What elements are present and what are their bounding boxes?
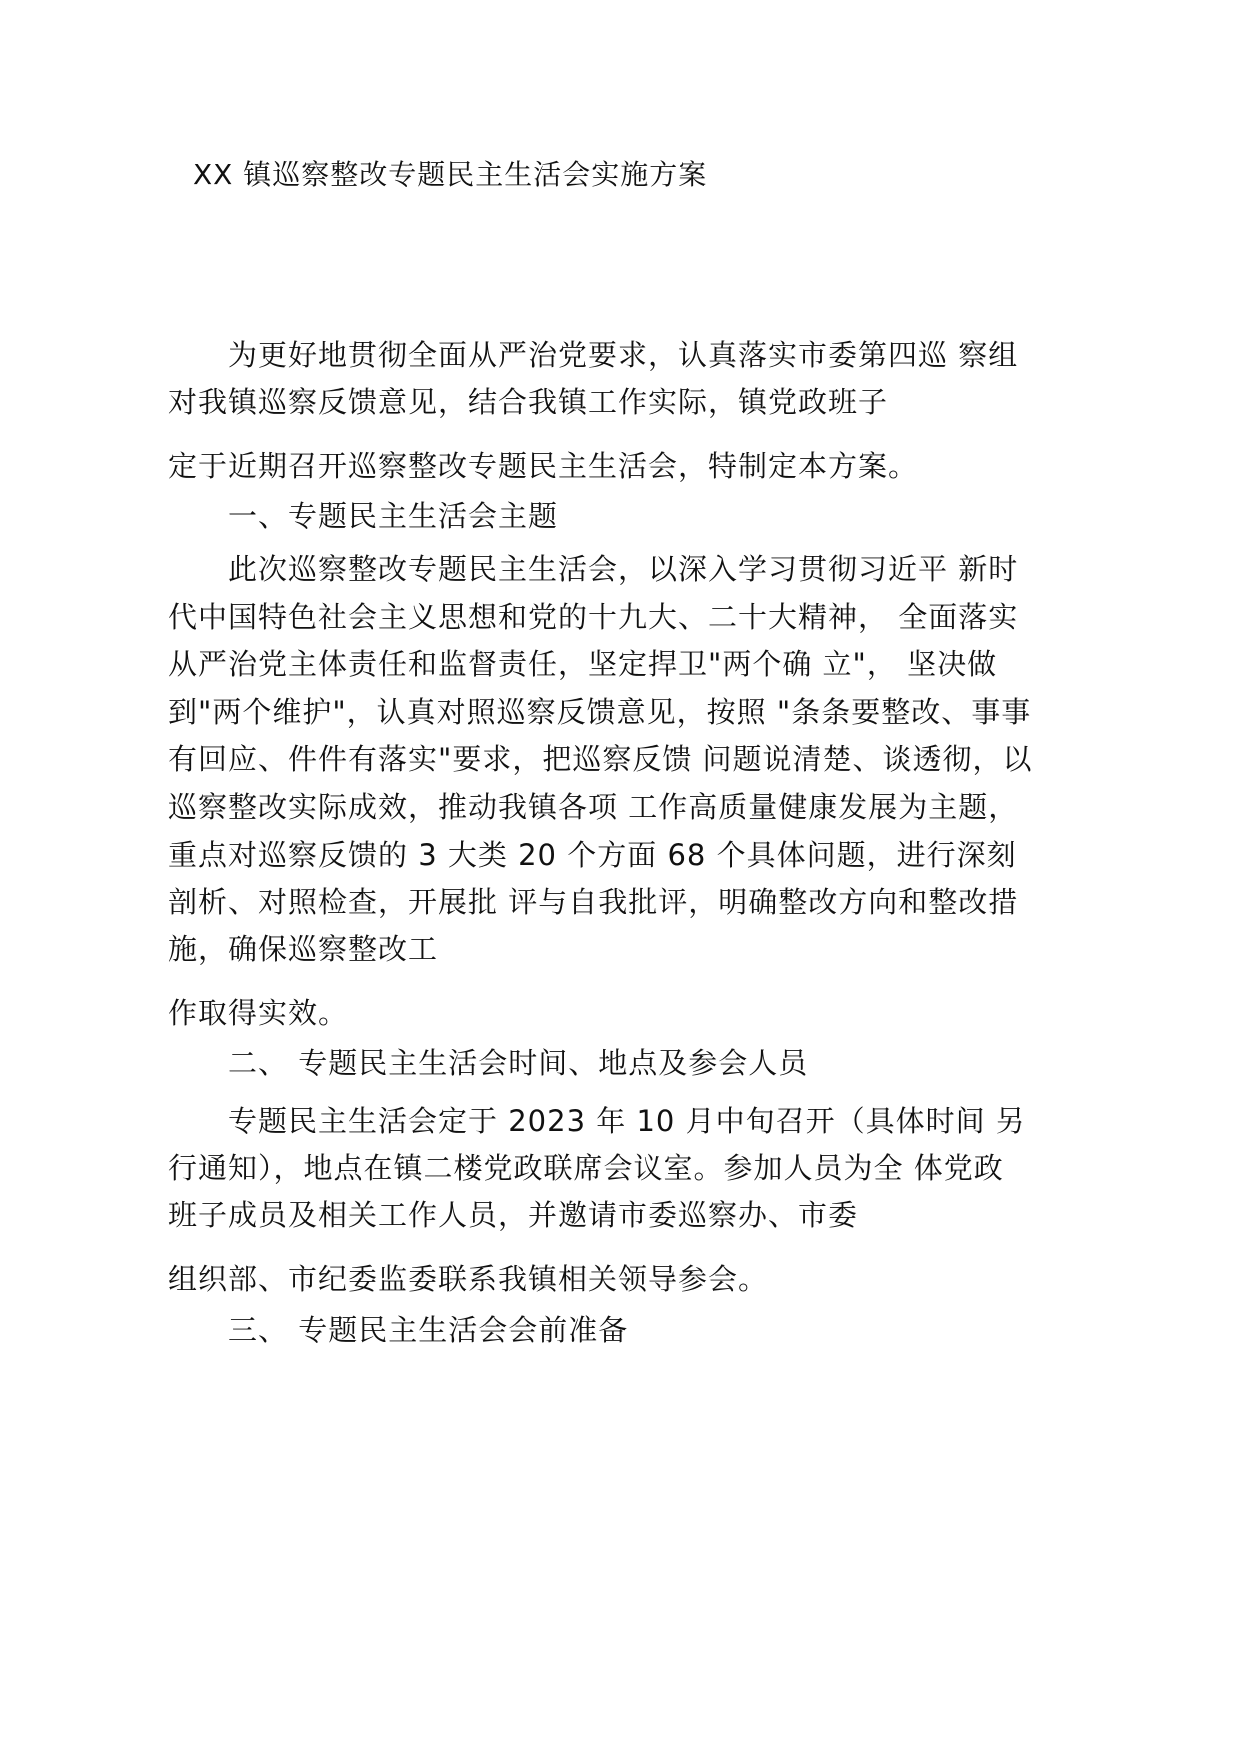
paragraph-line: 定于近期召开巡察整改专题民主生活会，特制定本方案。 <box>168 449 919 483</box>
paragraph-line: 巡察整改实际成效，推动我镇各项 工作高质量健康发展为主题， <box>168 790 1019 824</box>
section-heading: 一、专题民主生活会主题 <box>228 499 559 533</box>
paragraph-line: 对我镇巡察反馈意见，结合我镇工作实际，镇党政班子 <box>168 385 889 419</box>
paragraph-line: 行通知），地点在镇二楼党政联席会议室。参加人员为全 体党政 <box>168 1151 1004 1185</box>
paragraph-line: 重点对巡察反馈的 3 大类 20 个方面 68 个具体问题，进行深刻 <box>168 838 1017 872</box>
paragraph-line: 代中国特色社会主义思想和党的十九大、二十大精神， 全面落实 <box>168 600 1019 634</box>
paragraph-line: 为更好地贯彻全面从严治党要求，认真落实市委第四巡 察组 <box>228 338 1019 372</box>
paragraph-line: 组织部、市纪委监委联系我镇相关领导参会。 <box>168 1262 769 1296</box>
paragraph-line: 到"两个维护"，认真对照巡察反馈意见，按照 "条条要整改、事事 <box>168 695 1032 729</box>
paragraph-line: 剖析、对照检查，开展批 评与自我批评，明确整改方向和整改措 <box>168 885 1019 919</box>
paragraph-line: 从严治党主体责任和监督责任，坚定捍卫"两个确 立"， 坚决做 <box>168 647 998 681</box>
paragraph-line: 此次巡察整改专题民主生活会，以深入学习贯彻习近平 新时 <box>228 552 1019 586</box>
paragraph-line: 专题民主生活会定于 2023 年 10 月中旬召开（具体时间 另 <box>228 1104 1026 1138</box>
section-heading: 三、 专题民主生活会会前准备 <box>228 1313 629 1347</box>
section-heading: 二、 专题民主生活会时间、地点及参会人员 <box>228 1046 809 1080</box>
paragraph-line: 班子成员及相关工作人员，并邀请市委巡察办、市委 <box>168 1198 859 1232</box>
paragraph-line: 作取得实效。 <box>168 996 349 1030</box>
paragraph-line: 施，确保巡察整改工 <box>168 932 439 966</box>
paragraph-line: 有回应、件件有落实"要求，把巡察反馈 问题说清楚、谈透彻，以 <box>168 742 1033 776</box>
document-title: XX 镇巡察整改专题民主生活会实施方案 <box>193 158 708 191</box>
